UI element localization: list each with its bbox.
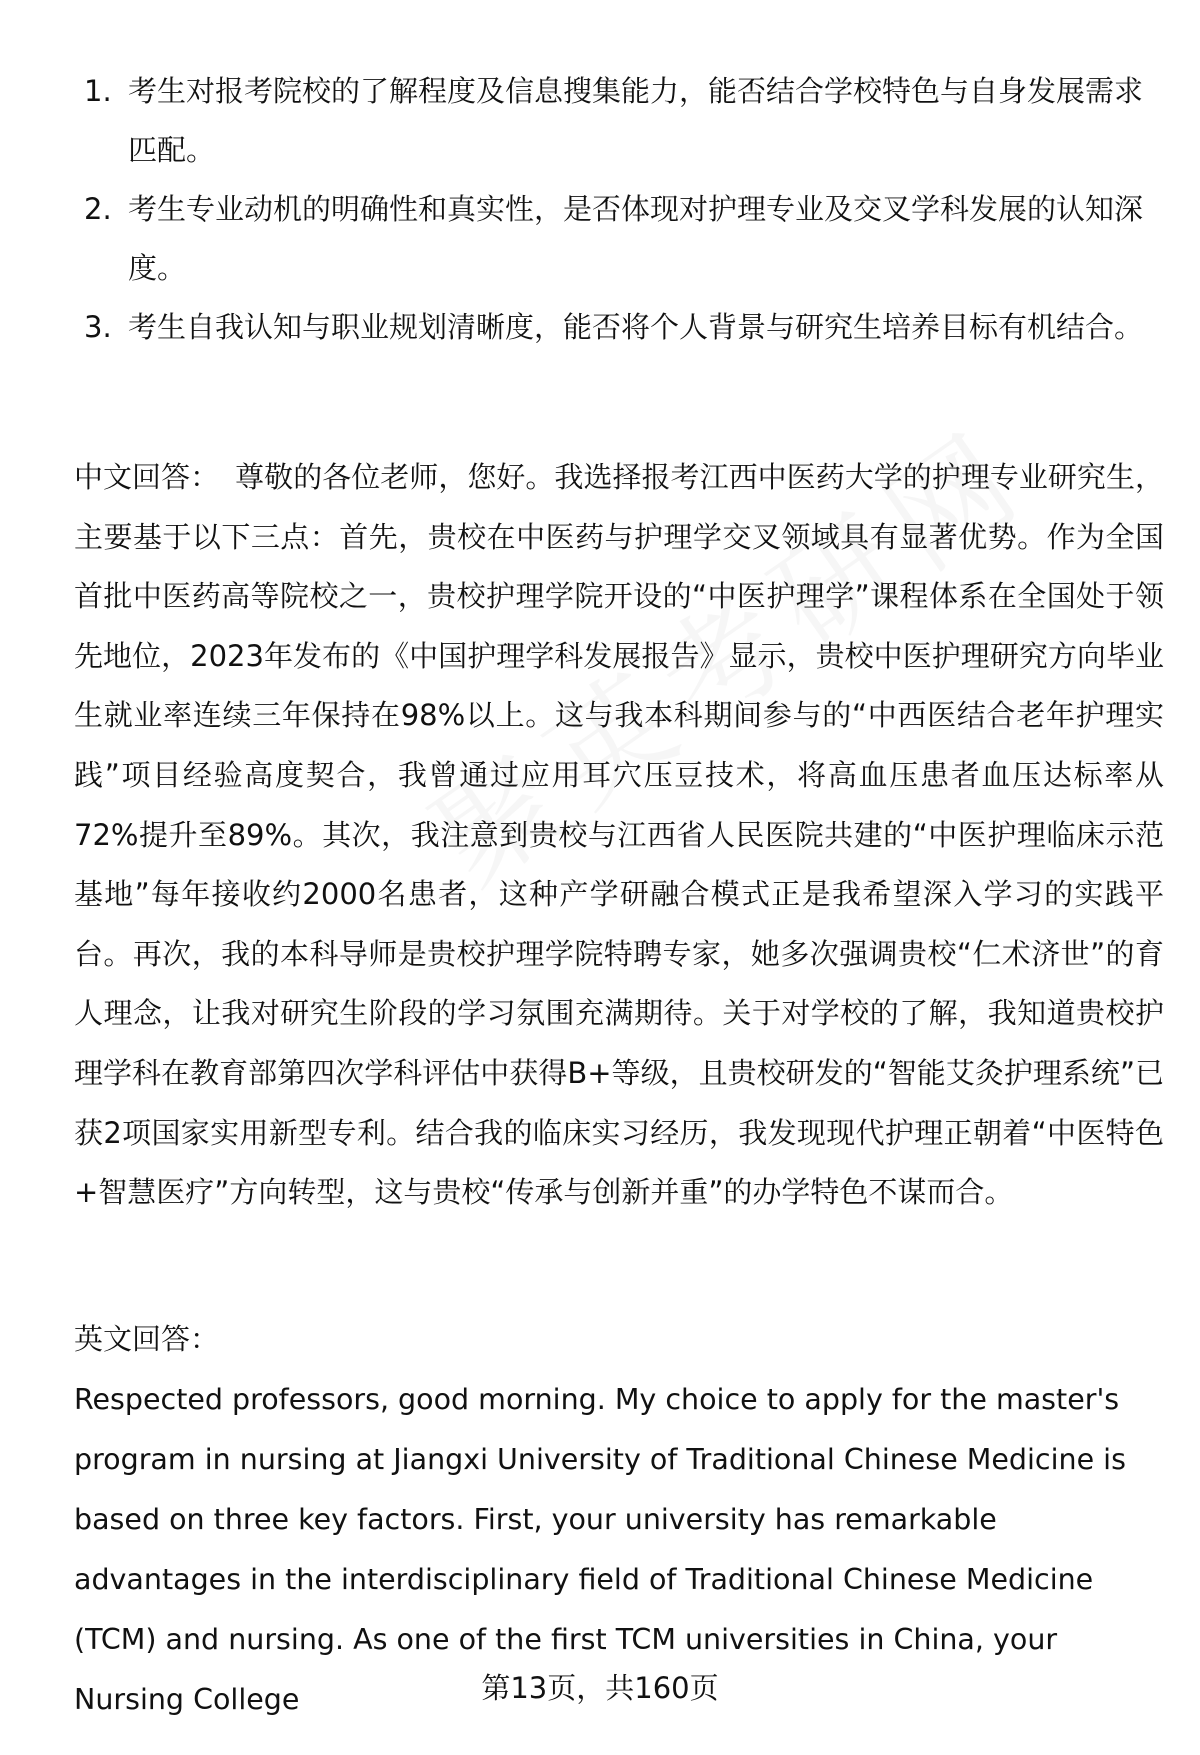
english-answer-text: Respected professors, good morning. My choice to apply for the master's program in nursing at Jiangxi University of Traditional Chinese Medicine is based on three key factors. First, your university has remarkable advantages in the interdisciplinary field of Traditional Chinese Medicine (TCM) and nursing. As one of the first TCM universities in China, your Nursing College bbox=[74, 1383, 1126, 1716]
criteria-item bbox=[74, 62, 1154, 180]
criteria-text: 考生对报考院校的了解程度及信息搜集能力，能否结合学校特色与自身发展需求匹配。 bbox=[128, 74, 1144, 167]
chinese-answer-paragraph bbox=[74, 448, 1164, 1223]
criteria-number: 1. bbox=[84, 74, 112, 108]
chinese-answer-label: 中文回答： bbox=[74, 460, 220, 494]
chinese-answer-text: 尊敬的各位老师，您好。我选择报考江西中医药大学的护理专业研究生，主要基于以下三点：首先，贵校在中医药与护理学交叉领域具有显著优势。作为全国首批中医药高等院校之一，贵校护理学院开设的“中医护理学”课程体系在全国处于领先地位，2023年发布的《中国护理学科发展报告》显示，贵校中医护理研究方向毕业生就业率连续三年保持在98%以上。这与我本科期间参与的“中西医结合老年护理实践”项目经验高度契合，我曾通过应用耳穴压豆技术，将高血压患者血压达标率从72%提升至89%。其次，我注意到贵校与江西省人民医院共建的“中医护理临床示范基地”每年接收约2000名患者，这种产学研融合模式正是我希望深入学习的实践平台。再次，我的本科导师是贵校护理学院特聘专家，她多次强调贵校“仁术济世”的育人理念，让我对研究生阶段的学习氛围充满期待。关于对学校的了解，我知道贵校护理学科在教育部第四次学科评估中获得B+等级，且贵校研发的“智能艾灸护理系统”已获2项国家实用新型专利。结合我的临床实习经历，我发现现代护理正朝着“中医特色+智慧医疗”方向转型，这与贵校“传承与创新并重”的办学特色不谋而合。 bbox=[74, 460, 1164, 1210]
criteria-item bbox=[74, 298, 1154, 357]
page-number-footer: 第13页，共160页 bbox=[481, 1671, 719, 1705]
criteria-item bbox=[74, 180, 1154, 298]
evaluation-criteria-list bbox=[74, 62, 1154, 357]
english-answer-label: 英文回答： bbox=[74, 1322, 220, 1356]
criteria-number: 3. bbox=[84, 310, 112, 344]
criteria-text: 考生专业动机的明确性和真实性，是否体现对护理专业及交叉学科发展的认知深度。 bbox=[128, 192, 1144, 285]
criteria-text: 考生自我认知与职业规划清晰度，能否将个人背景与研究生培养目标有机结合。 bbox=[128, 310, 1144, 344]
criteria-number: 2. bbox=[84, 192, 112, 226]
